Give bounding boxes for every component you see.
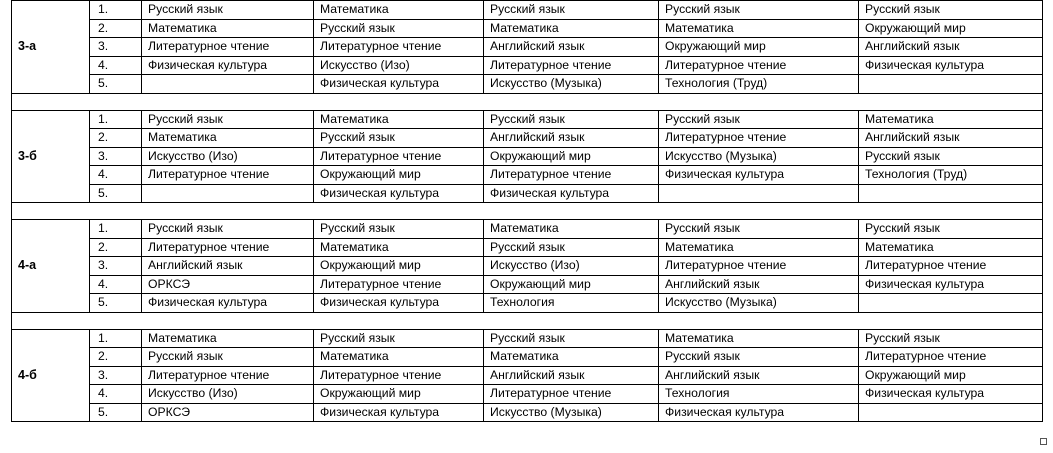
lesson-cell-day-4: Русский язык <box>659 1 859 20</box>
lesson-cell-day-4: Физическая культура <box>659 403 859 422</box>
lesson-cell-day-4: Литературное чтение <box>659 56 859 75</box>
lesson-cell-day-2: Физическая культура <box>314 75 484 94</box>
lesson-cell-day-1: Русский язык <box>142 110 314 129</box>
lesson-cell-day-3: Литературное чтение <box>484 166 659 185</box>
separator-cell <box>12 93 1043 110</box>
lesson-row <box>12 294 1043 313</box>
lesson-cell-day-4: Физическая культура <box>659 166 859 185</box>
class-name-cell: 4-б <box>12 329 90 422</box>
lesson-cell-day-3: Математика <box>484 220 659 239</box>
lesson-cell-day-5 <box>859 75 1043 94</box>
lesson-cell-day-5: Русский язык <box>859 147 1043 166</box>
class-name-cell: 3-а <box>12 1 90 94</box>
lesson-cell-day-4: Русский язык <box>659 348 859 367</box>
lesson-cell-day-1: ОРКСЭ <box>142 275 314 294</box>
lesson-row <box>12 385 1043 404</box>
lesson-row <box>12 275 1043 294</box>
lesson-cell-day-1: Математика <box>142 329 314 348</box>
lesson-number-cell: 3. <box>90 38 142 57</box>
lesson-cell-day-1: Искусство (Изо) <box>142 385 314 404</box>
lesson-cell-day-5 <box>859 403 1043 422</box>
lesson-number-cell: 3. <box>90 257 142 276</box>
lesson-cell-day-5: Окружающий мир <box>859 366 1043 385</box>
lesson-cell-day-4: Технология (Труд) <box>659 75 859 94</box>
lesson-cell-day-5: Литературное чтение <box>859 348 1043 367</box>
lesson-cell-day-2: Математика <box>314 1 484 20</box>
lesson-cell-day-3: Искусство (Музыка) <box>484 403 659 422</box>
lesson-cell-day-5: Математика <box>859 238 1043 257</box>
lesson-cell-day-1: Русский язык <box>142 220 314 239</box>
class-name-cell: 4-а <box>12 220 90 313</box>
schedule-table <box>11 0 1043 422</box>
lesson-cell-day-3: Русский язык <box>484 329 659 348</box>
lesson-number-cell: 5. <box>90 184 142 203</box>
lesson-cell-day-1: Русский язык <box>142 348 314 367</box>
lesson-row <box>12 1 1043 20</box>
lesson-cell-day-2: Русский язык <box>314 329 484 348</box>
lesson-cell-day-1: Физическая культура <box>142 294 314 313</box>
lesson-cell-day-2: Искусство (Изо) <box>314 56 484 75</box>
lesson-cell-day-4: Окружающий мир <box>659 38 859 57</box>
lesson-cell-day-3: Английский язык <box>484 38 659 57</box>
lesson-cell-day-2: Литературное чтение <box>314 38 484 57</box>
lesson-cell-day-2: Математика <box>314 238 484 257</box>
lesson-cell-day-2: Литературное чтение <box>314 275 484 294</box>
lesson-cell-day-1 <box>142 184 314 203</box>
lesson-cell-day-2: Русский язык <box>314 129 484 148</box>
lesson-row <box>12 19 1043 38</box>
lesson-cell-day-4: Математика <box>659 238 859 257</box>
lesson-number-cell: 3. <box>90 147 142 166</box>
lesson-cell-day-1: Физическая культура <box>142 56 314 75</box>
lesson-cell-day-2: Математика <box>314 110 484 129</box>
lesson-row <box>12 366 1043 385</box>
separator-cell <box>12 312 1043 329</box>
lesson-cell-day-3: Русский язык <box>484 1 659 20</box>
lesson-cell-day-3: Литературное чтение <box>484 56 659 75</box>
lesson-row <box>12 184 1043 203</box>
lesson-cell-day-1: Литературное чтение <box>142 366 314 385</box>
lesson-row <box>12 329 1043 348</box>
lesson-cell-day-1: Математика <box>142 129 314 148</box>
lesson-cell-day-3: Окружающий мир <box>484 147 659 166</box>
lesson-row <box>12 147 1043 166</box>
lesson-number-cell: 5. <box>90 403 142 422</box>
lesson-number-cell: 3. <box>90 366 142 385</box>
lesson-cell-day-2: Русский язык <box>314 19 484 38</box>
lesson-cell-day-3: Технология <box>484 294 659 313</box>
lesson-number-cell: 4. <box>90 56 142 75</box>
lesson-cell-day-3: Английский язык <box>484 366 659 385</box>
lesson-number-cell: 4. <box>90 166 142 185</box>
lesson-row <box>12 110 1043 129</box>
lesson-cell-day-5: Русский язык <box>859 1 1043 20</box>
schedule-body <box>12 1 1043 422</box>
lesson-cell-day-4: Искусство (Музыка) <box>659 294 859 313</box>
lesson-cell-day-1: Русский язык <box>142 1 314 20</box>
lesson-number-cell: 2. <box>90 19 142 38</box>
lesson-row <box>12 166 1043 185</box>
lesson-cell-day-4: Литературное чтение <box>659 129 859 148</box>
lesson-cell-day-4 <box>659 184 859 203</box>
lesson-cell-day-5: Русский язык <box>859 220 1043 239</box>
lesson-cell-day-3: Физическая культура <box>484 184 659 203</box>
lesson-cell-day-4: Английский язык <box>659 366 859 385</box>
lesson-cell-day-3: Литературное чтение <box>484 385 659 404</box>
lesson-row <box>12 403 1043 422</box>
lesson-cell-day-1: Английский язык <box>142 257 314 276</box>
lesson-cell-day-5: Английский язык <box>859 129 1043 148</box>
lesson-cell-day-3: Математика <box>484 19 659 38</box>
lesson-cell-day-2: Физическая культура <box>314 184 484 203</box>
lesson-number-cell: 1. <box>90 1 142 20</box>
lesson-cell-day-4: Искусство (Музыка) <box>659 147 859 166</box>
lesson-row <box>12 220 1043 239</box>
lesson-cell-day-2: Литературное чтение <box>314 366 484 385</box>
lesson-cell-day-5 <box>859 294 1043 313</box>
lesson-number-cell: 4. <box>90 275 142 294</box>
lesson-number-cell: 4. <box>90 385 142 404</box>
lesson-cell-day-5: Физическая культура <box>859 385 1043 404</box>
lesson-cell-day-4: Математика <box>659 19 859 38</box>
lesson-cell-day-2: Математика <box>314 348 484 367</box>
class-separator-row <box>12 203 1043 220</box>
class-name-cell: 3-б <box>12 110 90 203</box>
lesson-row <box>12 38 1043 57</box>
lesson-number-cell: 2. <box>90 348 142 367</box>
lesson-number-cell: 1. <box>90 110 142 129</box>
lesson-row <box>12 348 1043 367</box>
lesson-cell-day-4: Русский язык <box>659 220 859 239</box>
lesson-cell-day-4: Русский язык <box>659 110 859 129</box>
lesson-row <box>12 75 1043 94</box>
lesson-cell-day-5: Английский язык <box>859 38 1043 57</box>
lesson-cell-day-4: Английский язык <box>659 275 859 294</box>
lesson-cell-day-2: Окружающий мир <box>314 166 484 185</box>
lesson-cell-day-1: Литературное чтение <box>142 238 314 257</box>
lesson-cell-day-3: Английский язык <box>484 129 659 148</box>
class-separator-row <box>12 93 1043 110</box>
lesson-cell-day-5 <box>859 184 1043 203</box>
lesson-cell-day-1: Искусство (Изо) <box>142 147 314 166</box>
lesson-cell-day-2: Физическая культура <box>314 294 484 313</box>
lesson-cell-day-1: ОРКСЭ <box>142 403 314 422</box>
lesson-number-cell: 2. <box>90 238 142 257</box>
lesson-cell-day-5: Технология (Труд) <box>859 166 1043 185</box>
lesson-cell-day-5: Математика <box>859 110 1043 129</box>
lesson-cell-day-5: Литературное чтение <box>859 257 1043 276</box>
lesson-cell-day-1: Литературное чтение <box>142 38 314 57</box>
lesson-cell-day-3: Русский язык <box>484 110 659 129</box>
lesson-cell-day-2: Окружающий мир <box>314 385 484 404</box>
lesson-cell-day-5: Окружающий мир <box>859 19 1043 38</box>
lesson-number-cell: 5. <box>90 294 142 313</box>
lesson-cell-day-5: Физическая культура <box>859 56 1043 75</box>
lesson-cell-day-3: Искусство (Музыка) <box>484 75 659 94</box>
lesson-cell-day-1: Литературное чтение <box>142 166 314 185</box>
lesson-cell-day-5: Русский язык <box>859 329 1043 348</box>
lesson-cell-day-2: Физическая культура <box>314 403 484 422</box>
lesson-number-cell: 1. <box>90 329 142 348</box>
lesson-cell-day-4: Технология <box>659 385 859 404</box>
separator-cell <box>12 203 1043 220</box>
lesson-row <box>12 56 1043 75</box>
lesson-cell-day-3: Окружающий мир <box>484 275 659 294</box>
lesson-cell-day-4: Литературное чтение <box>659 257 859 276</box>
lesson-cell-day-3: Искусство (Изо) <box>484 257 659 276</box>
lesson-cell-day-3: Математика <box>484 348 659 367</box>
lesson-number-cell: 5. <box>90 75 142 94</box>
lesson-cell-day-2: Окружающий мир <box>314 257 484 276</box>
lesson-cell-day-1 <box>142 75 314 94</box>
lesson-row <box>12 129 1043 148</box>
lesson-cell-day-2: Русский язык <box>314 220 484 239</box>
lesson-cell-day-3: Русский язык <box>484 238 659 257</box>
lesson-cell-day-1: Математика <box>142 19 314 38</box>
lesson-row <box>12 238 1043 257</box>
lesson-cell-day-4: Математика <box>659 329 859 348</box>
lesson-cell-day-5: Физическая культура <box>859 275 1043 294</box>
lesson-cell-day-2: Литературное чтение <box>314 147 484 166</box>
table-resize-handle[interactable] <box>1040 438 1047 445</box>
lesson-number-cell: 1. <box>90 220 142 239</box>
lesson-number-cell: 2. <box>90 129 142 148</box>
lesson-row <box>12 257 1043 276</box>
class-separator-row <box>12 312 1043 329</box>
